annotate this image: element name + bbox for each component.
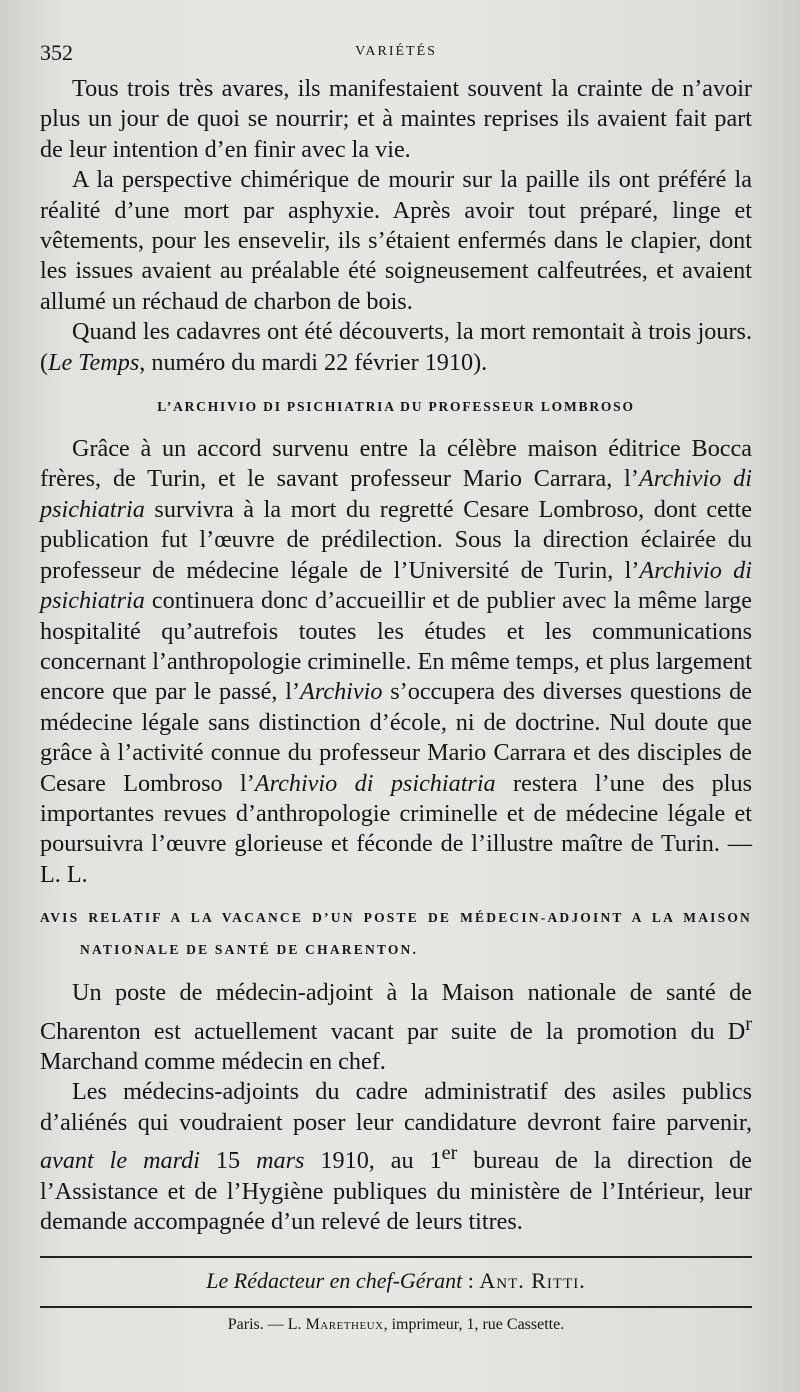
- text-run: Quand les cadavres ont été découverts, la mort remontait à trois jours. (: [40, 318, 752, 376]
- text-run: Grâce à un accord survenu entre la célèbre maison éditrice Bocca frères, de Turin, et le savant professeur Mario Carrara, l’: [40, 435, 752, 493]
- text-run: 15: [199, 1147, 257, 1175]
- journal-title: Archivio di psichiatria: [40, 556, 752, 615]
- text-run: Les médecins-adjoints du cadre administratif des asiles publics d’aliénés qui voudraient poser leur candidature devront faire parvenir,: [40, 1078, 752, 1136]
- paragraph: A la perspective chimérique de mourir sur la paille ils ont préféré la réalité d’une mort par asphyxie. Après avoir tout préparé, linge et vêtements, pour les ensevelir, ils s’étaient enfermés dans le clapier, dont les issues avaient au préalable été soigneusement calfeutrées, et avaient allumé un réchaud de charbon de bois.: [40, 166, 752, 315]
- text-run: Un poste de médecin-adjoint à la Maison nationale de santé de Charenton est actuellement vacant par suite de la promotion du D: [40, 979, 752, 1045]
- signature-separator: :: [462, 1267, 480, 1293]
- superscript: r: [745, 1012, 752, 1035]
- italic-month: mars: [256, 1147, 305, 1175]
- text-run: s’occupera des diverses questions de médecine légale sans distinction d’école, ni de doctrine. Nul doute que grâce à l’activité connue du professeur Mario Carrara et des disciples de Cesare Lombroso l’: [40, 678, 752, 797]
- paragraph: [40, 317, 752, 378]
- article-title-avis: AVIS RELATIF A LA VACANCE D’UN POSTE DE MÉDECIN-ADJOINT A LA MAISON NATIONALE DE SANTÉ DE CHARENTON.: [40, 910, 752, 958]
- page-number: 352: [40, 40, 73, 65]
- text-run: survivra à la mort du regretté Cesare Lombroso, dont cette publication fut l’œuvre de prédilection. Sous la direction éclairée du professeur de médecine légale de l’Université de Turin, l’: [40, 495, 752, 584]
- archivio-section: [40, 434, 752, 890]
- superscript: er: [441, 1142, 458, 1165]
- avis-section: [40, 978, 752, 1237]
- signature-label: Le Rédacteur en chef-Gérant: [206, 1267, 463, 1293]
- paragraph: [40, 434, 752, 890]
- printer-imprint: [40, 1308, 752, 1334]
- journal-title: Archivio: [300, 678, 383, 706]
- newspaper-title: Le Temps: [48, 348, 140, 376]
- text-run: Marchand comme médecin en chef.: [40, 1048, 386, 1076]
- editor-signature: [40, 1258, 752, 1306]
- journal-title: Archivio di psichiatria: [254, 769, 496, 797]
- text-run: continuera donc d’accueillir et de publier avec la même large hospitalité qu’autrefois toutes les études et les communications concernant l’anthropologie criminelle. En même temps, et plus largement encore que par le passé, l’: [40, 587, 752, 706]
- text-run: bureau de la direction de l’Assistance et de l’Hygiène publiques du ministère de l’Intérieur, leur demande accompagnée d’un relevé de leurs titres.: [40, 1147, 752, 1236]
- text-run: , imprimeur, 1, rue Cassette.: [383, 1315, 565, 1333]
- story-section: [40, 74, 752, 378]
- article-title-archivio: L’ARCHIVIO DI PSICHIATRIA DU PROFESSEUR LOMBROSO: [157, 399, 635, 415]
- text-run: , numéro du mardi 22 février 1910).: [139, 348, 488, 376]
- section-heading: VARIÉTÉS: [355, 44, 437, 59]
- printer-name: Maretheux: [305, 1315, 384, 1333]
- text-run: restera l’une des plus importantes revues d’anthropologie criminelle et de médecine légale et poursuivra l’œuvre glorieuse et féconde de l’illustre maître de Turin. — L. L.: [40, 769, 752, 888]
- text-run: 1910, au 1: [304, 1147, 442, 1175]
- paragraph: Tous trois très avares, ils manifestaient souvent la crainte de n’avoir plus un jour de quoi se nourrir; et à maintes reprises ils avaient fait part de leur intention d’en finir avec la vie.: [40, 75, 752, 163]
- text-run: Paris. — L.: [227, 1315, 306, 1333]
- italic-date: avant le mardi: [40, 1147, 200, 1175]
- running-head: [40, 36, 752, 74]
- signature-name: Ant. Ritti.: [479, 1267, 586, 1293]
- paragraph: [40, 1077, 752, 1237]
- journal-title: Archivio di psichiatria: [40, 465, 752, 523]
- paragraph: [40, 978, 752, 1077]
